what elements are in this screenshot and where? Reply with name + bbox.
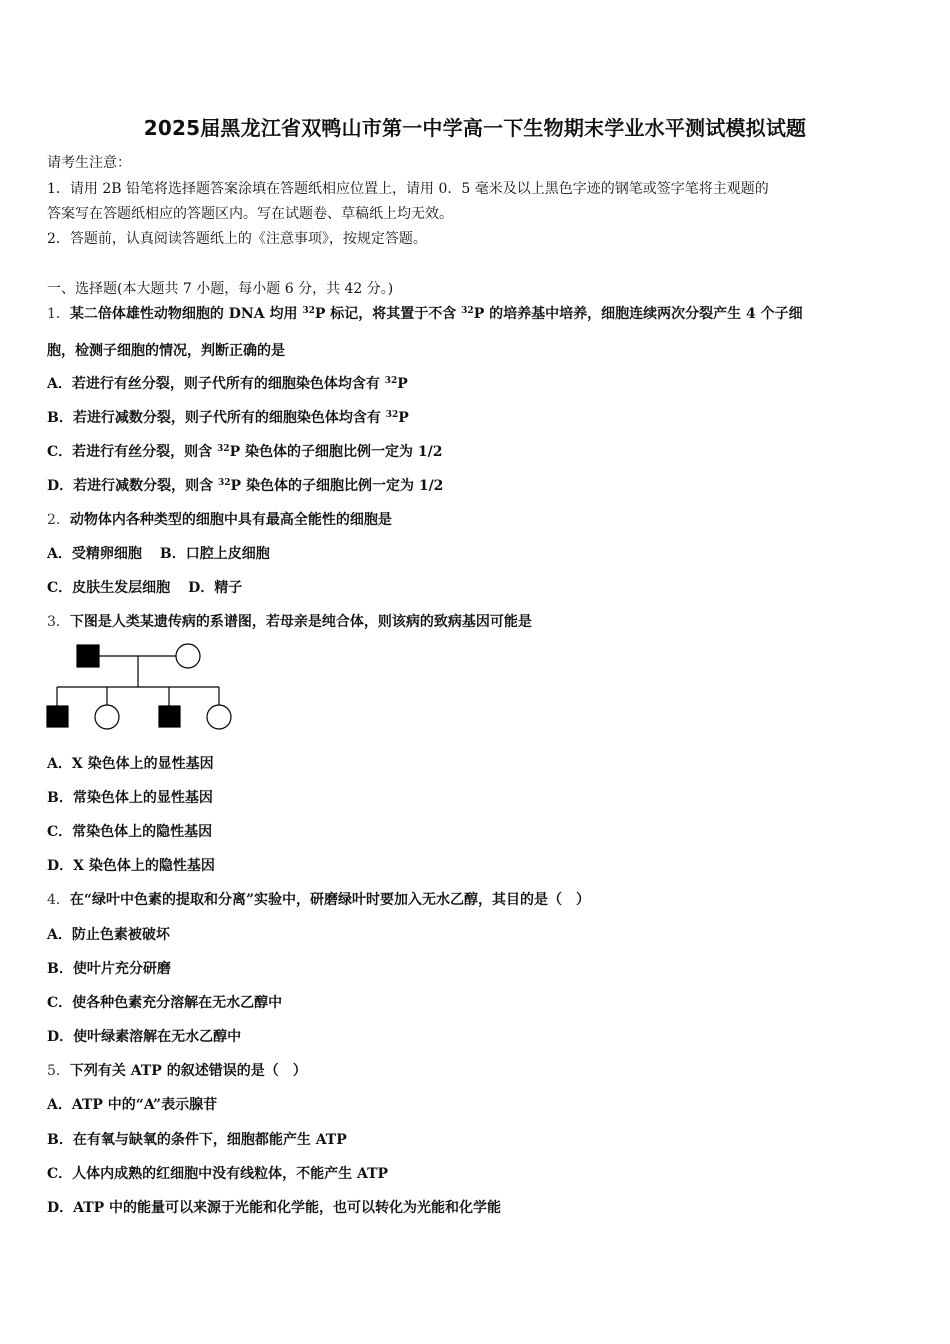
- question-5-option-c: C．人体内成熟的红细胞中没有线粒体，不能产生 ATP: [47, 1166, 389, 1182]
- question-2-option-d: D．精子: [188, 580, 243, 596]
- question-1-option-a: A．若进行有丝分裂，则子代所有的细胞染色体均含有 $^{32}$P: [47, 376, 408, 392]
- question-4-option-b: B．使叶片充分研磨: [47, 961, 171, 977]
- question-1-option-b: B．若进行减数分裂，则子代所有的细胞染色体均含有 $^{32}$P: [47, 410, 409, 426]
- pedigree-father-affected-male: [77, 645, 99, 667]
- question-2-options-row-2: [47, 577, 242, 597]
- question-2-number: 2．: [47, 512, 70, 528]
- notice-item-2: 2．答题前，认真阅读答题纸上的《注意事项》，按规定答题。: [47, 231, 427, 247]
- question-4-option-c: C．使各种色素充分溶解在无水乙醇中: [47, 995, 283, 1011]
- pedigree-son-1-affected: [47, 706, 68, 727]
- notice-item-1-line-1: 1．请用 2B 铅笔将选择题答案涂填在答题纸相应位置上，请用 0．5 毫米及以上黑色字迹的钢笔或签字笔将主观题的: [47, 181, 769, 197]
- question-3-option-d: D．X 染色体上的隐性基因: [47, 858, 215, 874]
- question-4-stem: 4．在“绿叶中色素的提取和分离”实验中，研磨绿叶时要加入无水乙醇，其目的是（ ）: [47, 892, 591, 908]
- question-5-stem: 5．下列有关 ATP 的叙述错误的是（ ）: [47, 1063, 307, 1079]
- exam-title: 2025届黑龙江省双鸭山市第一中学高一下生物期末学业水平测试模拟试题: [143, 116, 807, 140]
- question-5-number: 5．: [47, 1063, 70, 1079]
- question-2-option-b: B．口腔上皮细胞: [159, 546, 270, 562]
- question-4-option-a: A．防止色素被破坏: [47, 927, 170, 943]
- question-2-options-row-1: [47, 543, 270, 563]
- pedigree-mother-normal-female: [176, 644, 200, 668]
- question-1-option-d: D．若进行减数分裂，则含 $^{32}$P 染色体的子细胞比例一定为 1/2: [47, 478, 444, 494]
- question-1-stem-line-1: 1．某二倍体雄性动物细胞的 DNA 均用 $^{32}$P 标记，将其置于不含 $^{32}$P 的培养基中培养，细胞连续两次分裂产生 4 个子细: [47, 306, 803, 322]
- question-1-stem-line-2: 胞，检测子细胞的情况，判断正确的是: [47, 343, 285, 359]
- question-4-option-d: D．使叶绿素溶解在无水乙醇中: [47, 1029, 242, 1045]
- question-5-option-b: B．在有氧与缺氧的条件下，细胞都能产生 ATP: [47, 1132, 347, 1148]
- pedigree-chart: [45, 640, 245, 732]
- section-heading: 一、选择题(本大题共 7 小题，每小题 6 分，共 42 分。): [47, 281, 394, 297]
- question-3-stem: 3．下图是人类某遗传病的系谱图，若母亲是纯合体，则该病的致病基因可能是: [47, 614, 532, 630]
- question-1-number: 1．: [47, 306, 70, 322]
- question-3-option-b: B．常染色体上的显性基因: [47, 790, 213, 806]
- question-2-stem: 2．动物体内各种类型的细胞中具有最高全能性的细胞是: [47, 512, 392, 528]
- question-5-option-d: D．ATP 中的能量可以来源于光能和化学能，也可以转化为光能和化学能: [47, 1200, 502, 1216]
- question-3-option-a: A．X 染色体上的显性基因: [47, 756, 214, 772]
- pedigree-daughter-2-normal: [207, 705, 231, 729]
- question-1-option-c: C．若进行有丝分裂，则含 $^{32}$P 染色体的子细胞比例一定为 1/2: [47, 444, 443, 460]
- notice-heading: 请考生注意：: [47, 155, 131, 171]
- question-5-option-a: A．ATP 中的“A”表示腺苷: [47, 1097, 218, 1113]
- notice-item-1-line-2: 答案写在答题纸相应的答题区内。写在试题卷、草稿纸上均无效。: [47, 206, 453, 222]
- question-2-option-c: C．皮肤生发层细胞: [47, 580, 171, 596]
- pedigree-daughter-1-normal: [95, 705, 119, 729]
- question-2-option-a: A．受精卵细胞: [47, 546, 142, 562]
- question-3-number: 3．: [47, 614, 70, 630]
- question-3-option-c: C．常染色体上的隐性基因: [47, 824, 213, 840]
- pedigree-son-2-affected: [159, 706, 180, 727]
- question-4-number: 4．: [47, 892, 70, 908]
